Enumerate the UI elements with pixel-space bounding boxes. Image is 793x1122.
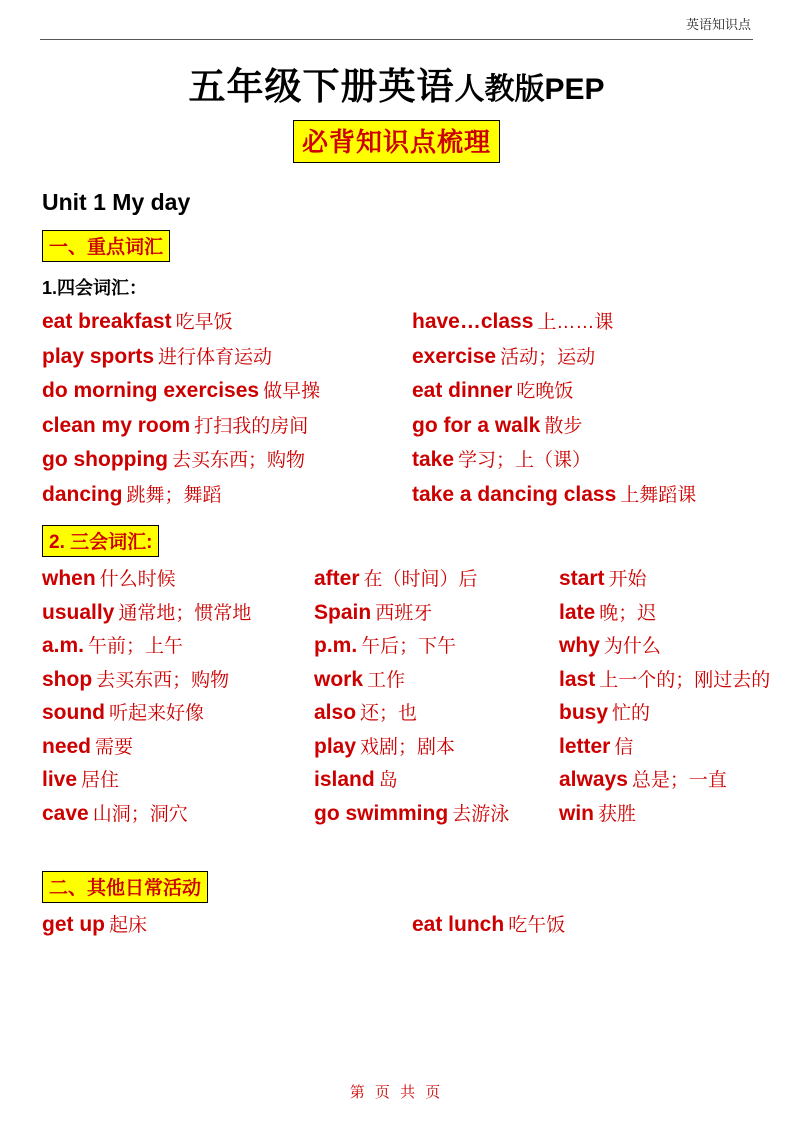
vocab-entry: [314, 630, 559, 662]
unit-title: Unit 1 My day: [42, 189, 191, 215]
vocab-row: [40, 341, 753, 374]
vocab-en: after: [314, 567, 360, 591]
vocab-cn: 通常地；惯常地: [118, 602, 252, 624]
vocab-row: [40, 664, 771, 696]
vocab-cn: 上一个的；刚过去的: [599, 669, 771, 691]
vocab-en: clean my room: [42, 413, 191, 437]
vocab-entry: [40, 410, 412, 443]
vocab-list-3: [40, 909, 753, 942]
section-heading-1-label: 一、重点词汇: [42, 230, 170, 262]
vocab-en: Spain: [314, 600, 372, 624]
vocab-cn: 跳舞；舞蹈: [126, 484, 222, 506]
vocab-entry: [559, 731, 753, 763]
vocab-cn: 上……课: [537, 312, 614, 333]
vocab-en: sound: [42, 701, 105, 725]
vocab-en: go for a walk: [412, 413, 541, 437]
vocab-en: do morning exercises: [42, 379, 260, 403]
vocab-cn: 吃早饭: [175, 312, 233, 333]
vocab-cn: 岛: [378, 770, 398, 792]
vocab-en: play: [314, 734, 357, 758]
vocab-cn: 去买东西；购物: [96, 669, 230, 691]
vocab-cn: 信: [614, 736, 634, 758]
vocab-entry: [559, 630, 753, 662]
vocab-cn: 去游泳: [452, 803, 510, 825]
vocab-cn: 开始: [608, 569, 647, 591]
section-heading-2: [42, 525, 753, 557]
vocab-row: [40, 563, 753, 595]
vocab-en: go swimming: [314, 801, 449, 825]
vocab-cn: 打扫我的房间: [194, 415, 309, 437]
vocab-cn: 需要: [95, 736, 134, 758]
vocab-entry: [40, 306, 412, 339]
vocab-en: shop: [42, 667, 93, 691]
vocab-entry: [559, 697, 753, 729]
vocab-cn: 戏剧；剧本: [360, 736, 456, 758]
vocab-row: [40, 798, 753, 830]
vocab-en: go shopping: [42, 448, 168, 472]
vocab-entry: [314, 697, 559, 729]
vocab-row: [40, 444, 753, 477]
vocab-cn: 起床: [109, 915, 148, 937]
vocab-row: [40, 306, 753, 339]
vocab-entry: [40, 664, 314, 696]
vocab-entry: [559, 563, 753, 595]
vocab-en: letter: [559, 734, 611, 758]
subtitle-banner-wrap: [40, 120, 753, 163]
page-footer: 第 页 共 页: [349, 1084, 444, 1101]
page-title-main: 五年级下册英语: [188, 66, 455, 107]
vocab-entry: [40, 444, 412, 477]
vocab-cn: 在（时间）后: [363, 569, 478, 591]
subtitle-banner: 必背知识点梳理: [293, 120, 500, 163]
vocab-entry: [412, 375, 753, 408]
vocab-en: play sports: [42, 344, 155, 368]
section-heading-3-label: 二、其他日常活动: [42, 871, 208, 903]
vocab-en: live: [42, 768, 78, 792]
vocab-row: [40, 697, 753, 729]
vocab-row: [40, 375, 753, 408]
vocab-entry: [40, 909, 412, 942]
vocab-en: get up: [42, 913, 105, 937]
vocab-en: win: [559, 801, 594, 825]
vocab-cn: 居住: [81, 770, 120, 792]
vocab-entry: [40, 764, 314, 796]
vocab-cn: 吃晚饭: [516, 381, 574, 403]
vocab-en: eat breakfast: [42, 310, 172, 333]
vocab-cn: 学习；上（课）: [458, 450, 592, 472]
vocab-entry: [40, 731, 314, 763]
vocab-entry: [412, 479, 753, 512]
vocab-en: need: [42, 734, 92, 758]
section-heading-3: [42, 871, 753, 903]
vocab-row: [40, 410, 753, 443]
vocab-entry: [559, 597, 753, 629]
vocab-cn: 晚；迟: [599, 602, 657, 624]
vocab-en: cave: [42, 801, 89, 825]
page-title: [40, 56, 753, 110]
section-heading-1: [42, 230, 753, 262]
vocab-cn: 为什么: [603, 636, 661, 658]
section-gap: [40, 831, 753, 857]
vocab-list-1: [40, 306, 753, 511]
header-divider: [40, 39, 753, 40]
vocab-en: a.m.: [42, 634, 85, 658]
vocab-cn: 去买东西；购物: [171, 450, 305, 472]
vocab-entry: [40, 563, 314, 595]
vocab-entry: [559, 664, 770, 696]
section-subheading-1: 1.四会词汇：: [42, 278, 148, 298]
vocab-list-2: [40, 563, 771, 829]
vocab-row: [40, 630, 753, 662]
header-note: 英语知识点: [685, 17, 751, 32]
vocab-cn: 吃午饭: [508, 915, 566, 937]
vocab-en: busy: [559, 701, 609, 725]
vocab-cn: 听起来好像: [109, 703, 205, 725]
vocab-cn: 总是；一直: [631, 770, 727, 792]
vocab-row: [40, 909, 753, 942]
vocab-cn: 山洞；洞穴: [92, 803, 188, 825]
vocab-entry: [40, 479, 412, 512]
vocab-cn: 活动；运动: [500, 346, 596, 368]
vocab-en: why: [559, 634, 600, 658]
vocab-cn: 做早操: [263, 381, 321, 403]
vocab-en: late: [559, 600, 596, 624]
vocab-entry: [40, 697, 314, 729]
vocab-entry: [40, 341, 412, 374]
vocab-cn: 获胜: [598, 803, 637, 825]
vocab-row: [40, 764, 753, 796]
vocab-en: island: [314, 768, 375, 792]
vocab-row: [40, 597, 753, 629]
vocab-entry: [314, 798, 559, 830]
vocab-en: take a dancing class: [412, 482, 617, 506]
vocab-en: take: [412, 448, 455, 472]
vocab-entry: [40, 798, 314, 830]
vocab-entry: [412, 444, 753, 477]
vocab-en: also: [314, 701, 357, 725]
vocab-en: eat lunch: [412, 913, 505, 937]
vocab-en: last: [559, 667, 596, 691]
vocab-cn: 午前；上午: [88, 636, 184, 658]
vocab-cn: 什么时候: [99, 569, 176, 591]
vocab-entry: [40, 597, 314, 629]
vocab-cn: 散步: [544, 415, 583, 437]
vocab-entry: [412, 306, 753, 339]
vocab-entry: [559, 798, 753, 830]
vocab-row: [40, 479, 753, 512]
vocab-entry: [314, 664, 559, 696]
page-title-sub: 人教版PEP: [454, 73, 605, 106]
vocab-row: [40, 731, 753, 763]
vocab-entry: [412, 341, 753, 374]
vocab-en: start: [559, 567, 605, 591]
vocab-entry: [314, 764, 559, 796]
vocab-entry: [412, 410, 753, 443]
vocab-entry: [314, 731, 559, 763]
vocab-entry: [559, 764, 753, 796]
vocab-en: usually: [42, 600, 115, 624]
vocab-en: always: [559, 768, 628, 792]
vocab-entry: [412, 909, 753, 942]
vocab-cn: 午后；下午: [361, 636, 457, 658]
vocab-cn: 还；也: [360, 703, 418, 725]
vocab-cn: 忙的: [612, 703, 651, 725]
vocab-entry: [40, 630, 314, 662]
vocab-en: have…class: [412, 310, 534, 333]
vocab-entry: [314, 563, 559, 595]
vocab-en: eat dinner: [412, 379, 513, 403]
section-heading-2-label: 2. 三会词汇:: [42, 525, 159, 557]
vocab-cn: 进行体育运动: [158, 346, 273, 368]
vocab-cn: 工作: [367, 669, 406, 691]
vocab-en: p.m.: [314, 634, 358, 658]
vocab-cn: 上舞蹈课: [620, 484, 697, 506]
vocab-entry: [40, 375, 412, 408]
vocab-entry: [314, 597, 559, 629]
vocab-en: work: [314, 667, 364, 691]
vocab-en: dancing: [42, 482, 123, 506]
vocab-cn: 西班牙: [375, 602, 433, 624]
vocab-en: when: [42, 567, 96, 591]
vocab-en: exercise: [412, 344, 497, 368]
